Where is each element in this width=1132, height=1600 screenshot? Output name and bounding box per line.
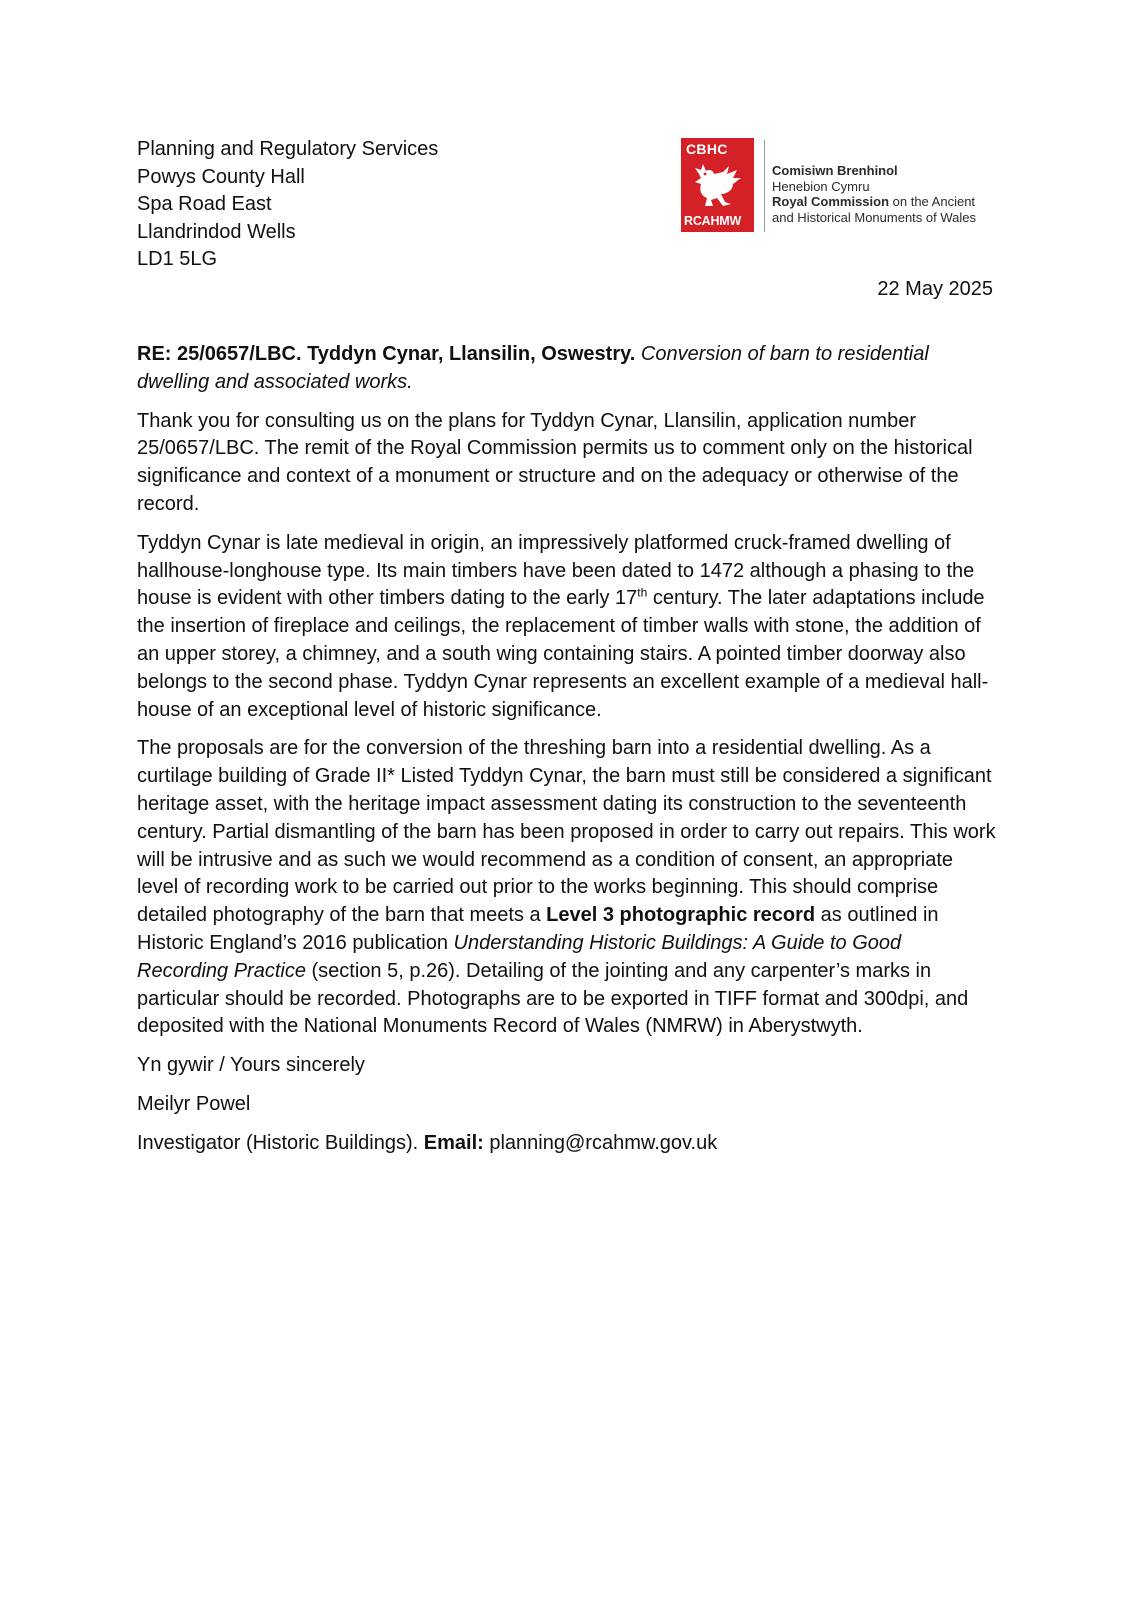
logo-divider — [764, 140, 765, 232]
signoff: Yn gywir / Yours sincerely — [137, 1054, 365, 1077]
signatory-role — [137, 1130, 997, 1158]
letter-date: 22 May 2025 — [877, 278, 993, 300]
logo-english-bold: Royal Commission — [772, 194, 890, 209]
logo-wordmark — [772, 163, 976, 225]
letter-body — [137, 341, 997, 1169]
subject-ref: RE: 25/0657/LBC. Tyddyn Cynar, Llansilin, Oswestry. — [137, 343, 636, 365]
ordinal-suffix: th — [637, 585, 648, 600]
paragraph-3 — [137, 735, 997, 1041]
address-line: Llandrindod Wells — [137, 220, 296, 243]
address-line: Powys County Hall — [137, 165, 305, 188]
logo-red-box — [681, 138, 754, 232]
paragraph-3-text-c: (section 5, p.26). Detailing of the jointing and any carpenter’s marks in particular should be recorded. Photographs are to be exported in TIFF format and 300dpi, and deposited with the National Monuments Record of Wales (NMRW) in Aberystwyth. — [137, 959, 969, 1038]
paragraph-3-bold: Level 3 photographic record — [546, 904, 816, 927]
logo-abbr-english: RCAHMW — [684, 214, 742, 228]
subject-line — [137, 341, 997, 397]
welsh-dragon-icon — [689, 160, 745, 210]
address-line: Planning and Regulatory Services — [137, 138, 439, 160]
logo-welsh-line1: Comisiwn Brenhinol — [772, 163, 898, 178]
paragraph-3-text-a: The proposals are for the conversion of the threshing barn into a residential dwelling. As a curtilage building of Grade II* Listed Tyddyn Cynar, the barn must still be considered a significant heritage asset, with the heritage impact assessment dating its construction to the seventeenth century. Partial dismantling of the barn has been proposed in order to carry out repairs. This work will be intrusive and as such we would recommend as a condition of consent, an appropriate level of recording work to be carried out prior to the works beginning. This should comprise detailed photography of the barn that meets a — [137, 737, 996, 927]
publication-title: Understanding Historic Buildings: A Guide to Good Recording Practice — [137, 931, 902, 982]
logo-welsh-line2: Henebion Cymru — [772, 178, 870, 194]
paragraph-1: Thank you for consulting us on the plans for Tyddyn Cynar, Llansilin, application number 25/0657/LBC. The remit of the Royal Commission permits us to comment only on the historical significance and context of a monument or structure and on the adequacy or otherwise of the record. — [137, 409, 973, 515]
logo-english-rest: on the Ancient — [889, 194, 976, 209]
address-line: LD1 5LG — [137, 248, 218, 270]
email-label: Email: — [423, 1131, 484, 1154]
recipient-address — [137, 136, 438, 274]
address-line: Spa Road East — [137, 193, 272, 215]
rcahmw-logo — [681, 138, 1001, 234]
paragraph-2-text-a: Tyddyn Cynar is late medieval in origin, an impressively platformed cruck-framed dwelling of hallhouse-longhouse type. Its main timbers have been dated to 1472 although a phasing to the house is evident with other timbers dating to the early 17 — [137, 531, 975, 610]
role-text: Investigator (Historic Buildings). — [137, 1131, 424, 1154]
signatory-name: Meilyr Powel — [137, 1092, 251, 1115]
paragraph-3-text-b: as outlined in Historic England’s 2016 publication — [137, 904, 939, 954]
paragraph-2-text-b: century. The later adaptations include the insertion of fireplace and ceilings, the replacement of timber walls with stone, the addition of an upper storey, a chimney, and a south wing containing stairs. A pointed timber doorway also belongs to the second phase. Tyddyn Cynar represents an excellent example of a medieval hall-house of an exceptional level of historic significance. — [137, 587, 989, 721]
paragraph-2 — [137, 530, 997, 725]
email-address: planning@rcahmw.gov.uk — [483, 1131, 718, 1154]
logo-abbr-welsh: CBHC — [686, 141, 728, 157]
logo-english-line1 — [772, 194, 976, 210]
subject-description: Conversion of barn to residential dwelling and associated works. — [137, 343, 929, 393]
logo-english-line2: and Historical Monuments of Wales — [772, 209, 976, 225]
